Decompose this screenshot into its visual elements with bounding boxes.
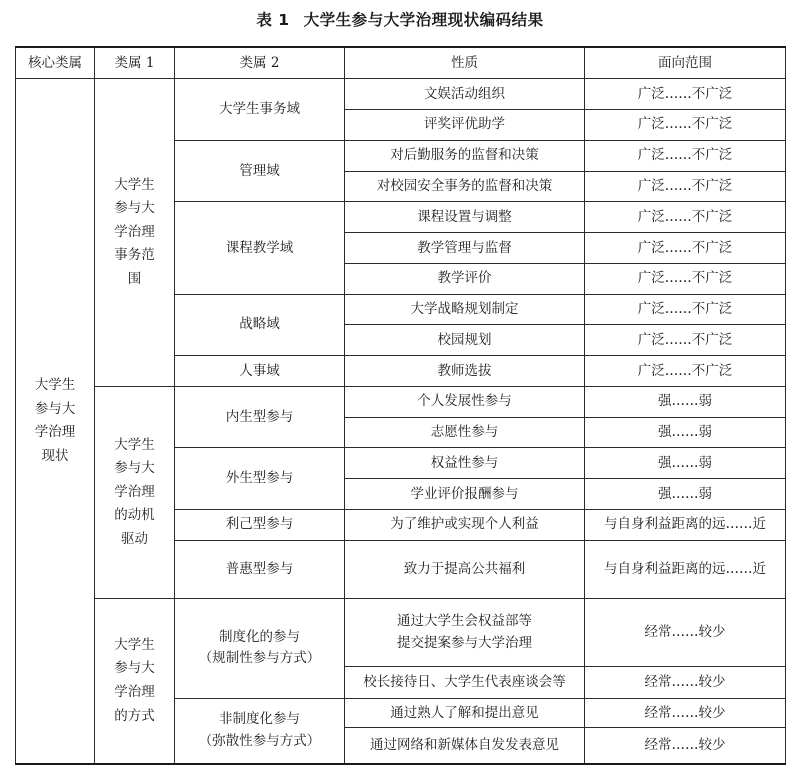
nature-cell: 教学评价 — [345, 263, 585, 294]
scope-cell: 广泛……不广泛 — [585, 263, 786, 294]
scope-cell: 经常……较少 — [585, 666, 786, 698]
core-category-label: 大学生参与大学治理现状 — [34, 376, 76, 464]
category1-label: 大学生参与大学治理事务范围 — [114, 176, 155, 288]
category2-cell: 大学生事务域 — [175, 79, 345, 141]
scope-cell: 强……弱 — [585, 417, 786, 448]
category1-label: 大学生参与大学治理的动机驱动 — [114, 436, 155, 548]
nature-cell: 评奖评优助学 — [345, 110, 585, 141]
scope-cell: 经常……较少 — [585, 599, 786, 667]
category1-label: 大学生参与大学治理的方式 — [114, 636, 155, 724]
table-title-text: 大学生参与大学治理现状编码结果 — [303, 11, 544, 29]
scope-cell: 广泛……不广泛 — [585, 233, 786, 264]
table-number: 表 1 — [256, 11, 290, 29]
scope-cell: 广泛……不广泛 — [585, 294, 786, 325]
category2-cell: 普惠型参与 — [175, 540, 345, 598]
category1-cell-methods — [95, 599, 175, 764]
nature-cell: 文娱活动组织 — [345, 79, 585, 110]
nature-cell: 通过熟人了解和提出意见 — [345, 698, 585, 728]
nature-cell: 课程设置与调整 — [345, 202, 585, 233]
nature-cell: 学业评价报酬参与 — [345, 479, 585, 510]
coding-results-table — [15, 46, 786, 765]
category2-label: 制度化的参与 — [219, 628, 300, 645]
category2-cell — [175, 599, 345, 698]
nature-cell: 大学战略规划制定 — [345, 294, 585, 325]
category2-cell: 人事域 — [175, 356, 345, 387]
table-row — [16, 386, 786, 417]
scope-cell: 广泛……不广泛 — [585, 356, 786, 387]
scope-cell: 广泛……不广泛 — [585, 79, 786, 110]
nature-cell: 致力于提高公共福利 — [345, 540, 585, 598]
scope-cell: 与自身利益距离的远……近 — [585, 540, 786, 598]
scope-cell: 广泛……不广泛 — [585, 140, 786, 171]
nature-cell: 志愿性参与 — [345, 417, 585, 448]
category2-cell — [175, 698, 345, 764]
header-category-2: 类属 2 — [175, 47, 345, 79]
table-title — [0, 8, 800, 30]
category1-cell-motivation — [95, 386, 175, 598]
category2-cell: 利己型参与 — [175, 510, 345, 541]
category2-cell: 内生型参与 — [175, 386, 345, 448]
header-scope: 面向范围 — [585, 47, 786, 79]
table-row — [16, 599, 786, 667]
header-row — [16, 47, 786, 79]
category2-cell: 外生型参与 — [175, 448, 345, 510]
scope-cell: 强……弱 — [585, 479, 786, 510]
nature-cell: 校园规划 — [345, 325, 585, 356]
category2-sublabel: （弥散性参与方式） — [198, 732, 321, 749]
nature-cell: 教师选拔 — [345, 356, 585, 387]
nature-cell: 个人发展性参与 — [345, 386, 585, 417]
header-category-1: 类属 1 — [95, 47, 175, 79]
nature-cell: 教学管理与监督 — [345, 233, 585, 264]
nature-line: 提交提案参与大学治理 — [397, 634, 532, 651]
scope-cell: 强……弱 — [585, 386, 786, 417]
nature-cell: 校长接待日、大学生代表座谈会等 — [345, 666, 585, 698]
category2-cell: 战略域 — [175, 294, 345, 356]
table-row — [16, 79, 786, 110]
scope-cell: 广泛……不广泛 — [585, 110, 786, 141]
core-category-cell — [16, 79, 95, 764]
nature-cell: 权益性参与 — [345, 448, 585, 479]
nature-cell: 对校园安全事务的监督和决策 — [345, 171, 585, 202]
header-core-category: 核心类属 — [16, 47, 95, 79]
nature-cell: 对后勤服务的监督和决策 — [345, 140, 585, 171]
category2-cell: 课程教学域 — [175, 202, 345, 294]
scope-cell: 经常……较少 — [585, 698, 786, 728]
scope-cell: 广泛……不广泛 — [585, 325, 786, 356]
category2-cell: 管理域 — [175, 140, 345, 202]
scope-cell: 广泛……不广泛 — [585, 171, 786, 202]
category1-cell-scope-of-affairs — [95, 79, 175, 387]
scope-cell: 经常……较少 — [585, 728, 786, 764]
scope-cell: 强……弱 — [585, 448, 786, 479]
category2-label: 非制度化参与 — [219, 711, 300, 728]
nature-cell: 通过网络和新媒体自发发表意见 — [345, 728, 585, 764]
nature-line: 通过大学生会权益部等 — [397, 612, 532, 629]
nature-cell: 为了维护或实现个人利益 — [345, 510, 585, 541]
header-nature: 性质 — [345, 47, 585, 79]
scope-cell: 广泛……不广泛 — [585, 202, 786, 233]
scope-cell: 与自身利益距离的远……近 — [585, 510, 786, 541]
nature-cell — [345, 599, 585, 667]
category2-sublabel: （规制性参与方式） — [198, 650, 321, 667]
